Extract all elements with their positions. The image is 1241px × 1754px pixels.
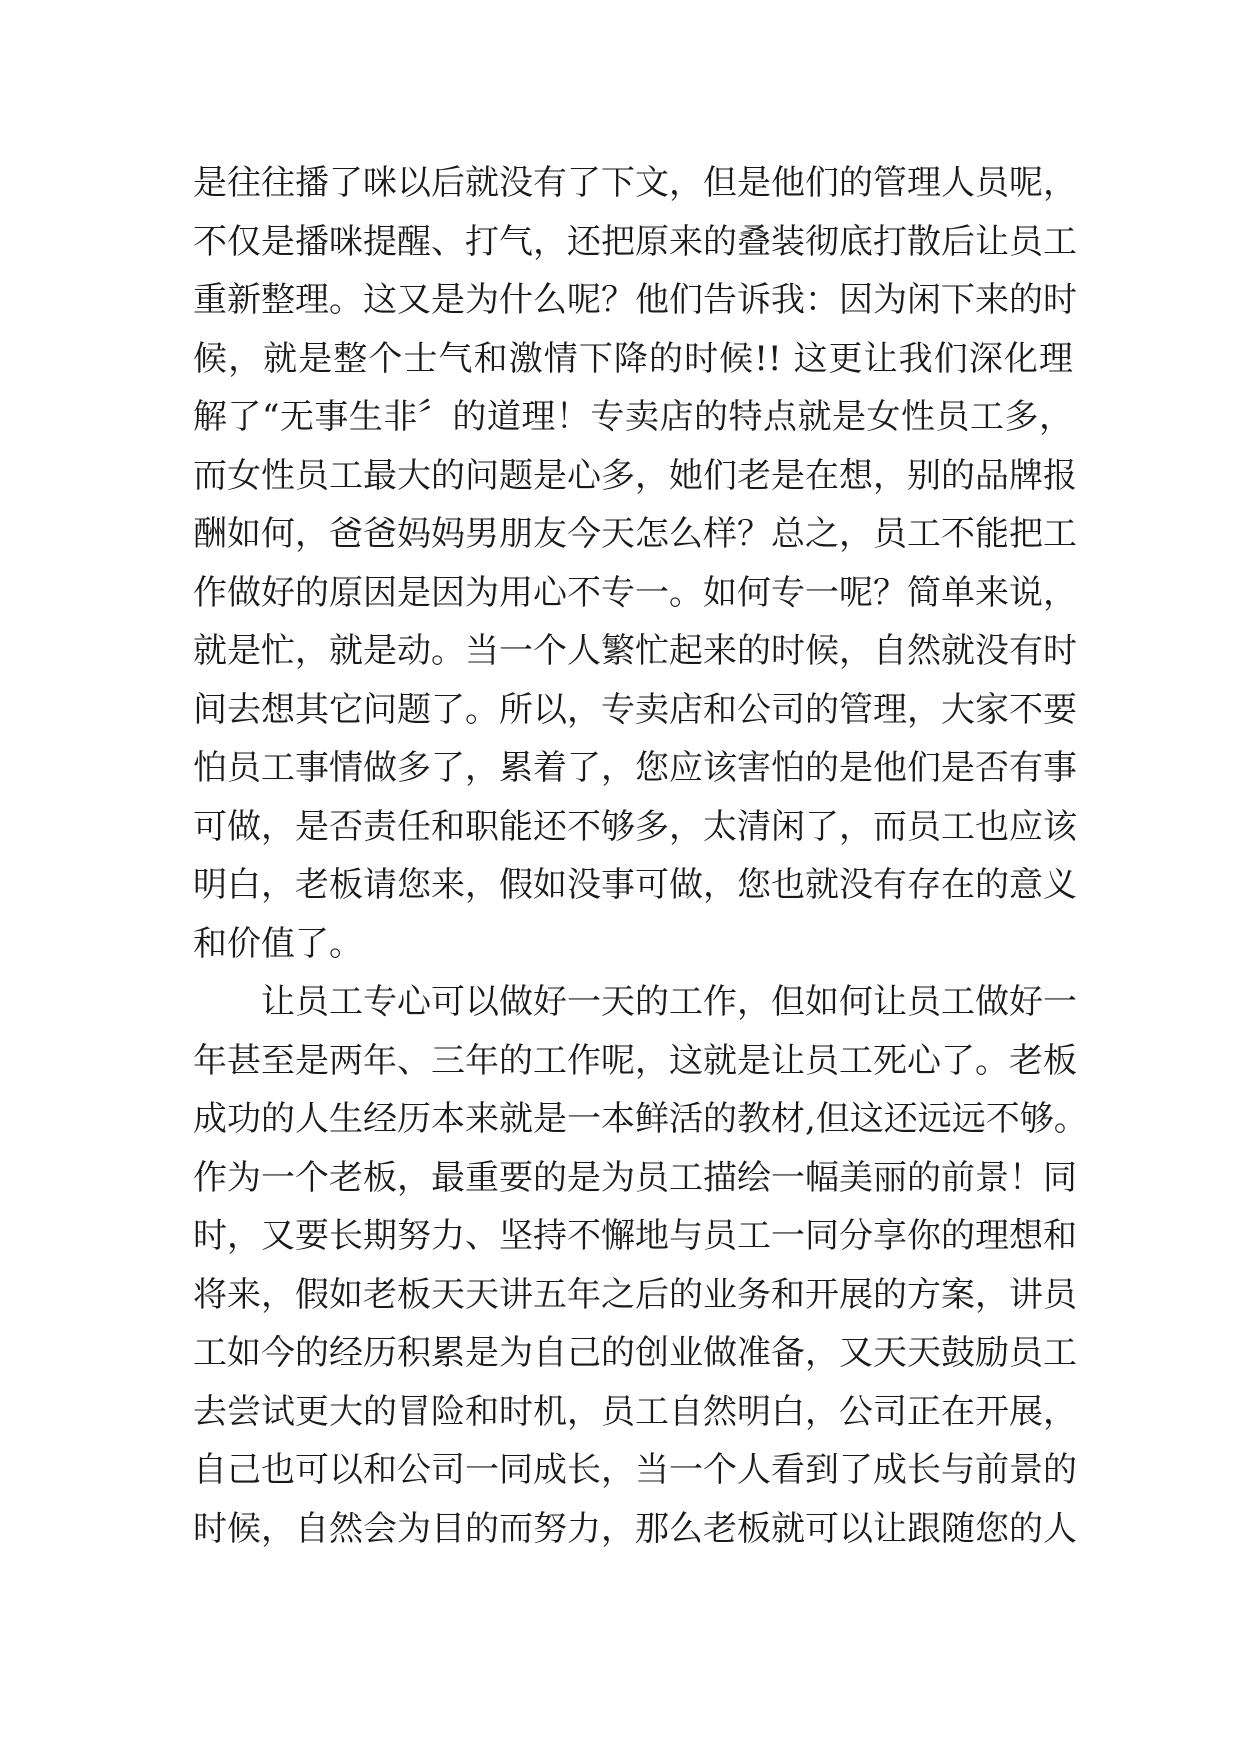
text-line: 可做，是否责任和职能还不够多，太清闲了，而员工也应该 [193, 806, 1077, 847]
text-line: 和价值了。 [193, 923, 363, 964]
text-line: 怕员工事情做多了，累着了，您应该害怕的是他们是否有事 [193, 748, 1077, 788]
text-line: 作为一个老板，最重要的是为员工描绘一幅美丽的前景！同 [193, 1157, 1077, 1198]
text-line: 是往往播了咪以后就没有了下文，但是他们的管理人员呢， [193, 163, 1077, 203]
text-line: 明白，老板请您来，假如没事可做，您也就没有存在的意义 [193, 865, 1077, 905]
paragraph-2 [193, 973, 1088, 1558]
text-line: 不仅是播咪提醒、打气，还把原来的叠装彻底打散后让员工 [193, 221, 1077, 262]
text-line: 候，就是整个士气和激情下降的时候!! 这更让我们深化理 [193, 338, 1073, 379]
text-line: 让员工专心可以做好一天的工作，但如何让员工做好一 [261, 982, 1077, 1022]
text-line: 酬如何，爸爸妈妈男朋友今天怎么样？总之，员工不能把工 [193, 514, 1077, 554]
text-line: 将来，假如老板天天讲五年之后的业务和开展的方案，讲员 [193, 1274, 1077, 1315]
text-line: 自己也可以和公司一同成长，当一个人看到了成长与前景的 [193, 1450, 1077, 1490]
body-text [193, 154, 1088, 1558]
text-line: 年甚至是两年、三年的工作呢，这就是让员工死心了。老板 [193, 1040, 1077, 1081]
text-line: 重新整理。这又是为什么呢？他们告诉我：因为闲下来的时 [193, 280, 1077, 320]
text-line: 作做好的原因是因为用心不专一。如何专一呢？简单来说， [193, 572, 1077, 613]
text-line: 时候，自然会为目的而努力，那么老板就可以让跟随您的人 [193, 1508, 1077, 1549]
paragraph-1 [193, 154, 1077, 973]
text-line: 而女性员工最大的问题是心多，她们老是在想，别的品牌报 [193, 455, 1077, 496]
text-line: 时，又要长期努力、坚持不懈地与员工一同分享你的理想和 [193, 1216, 1077, 1256]
text-line: 间去想其它问题了。所以，专卖店和公司的管理，大家不要 [193, 689, 1077, 730]
text-line: 解了“无事生非〞的道理！专卖店的特点就是女性员工多， [193, 397, 1073, 437]
text-line: 工如今的经历积累是为自己的创业做准备，又天天鼓励员工 [193, 1333, 1077, 1373]
text-line: 就是忙，就是动。当一个人繁忙起来的时候，自然就没有时 [193, 631, 1077, 671]
text-line: 去尝试更大的冒险和时机，员工自然明白，公司正在开展， [193, 1391, 1077, 1432]
text-line: 成功的人生经历本来就是一本鲜活的教材,但这还远远不够。 [193, 1099, 1088, 1139]
